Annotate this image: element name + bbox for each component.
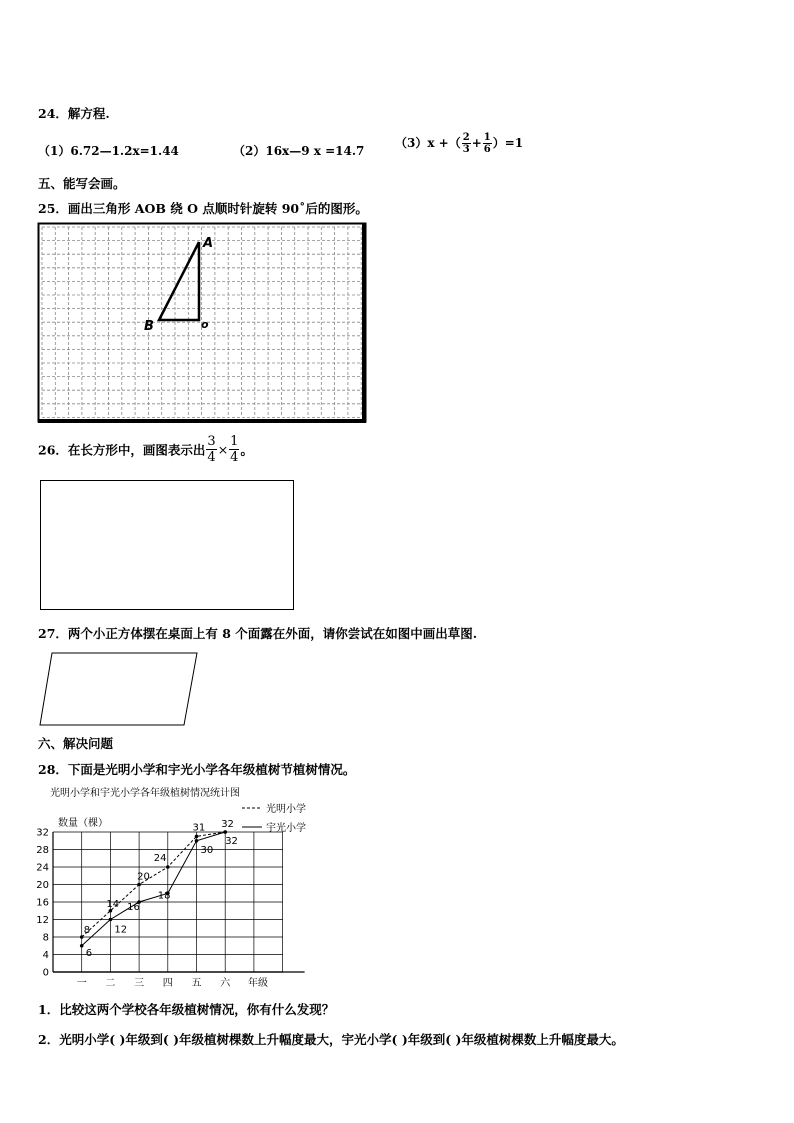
data-label: 12 — [114, 924, 128, 936]
grid-border-shadow-bottom — [38, 419, 366, 423]
data-label: 18 — [157, 890, 171, 902]
section-6-heading: 六、解决问题 — [38, 736, 114, 751]
fraction-denominator: 4 — [230, 450, 239, 465]
data-point — [195, 839, 199, 843]
x-tick-label: 三 — [134, 978, 145, 989]
label-a: A — [203, 236, 214, 251]
legend-label-yuguang: 宇光小学 — [266, 823, 306, 834]
grid-border-shadow-right — [362, 223, 366, 423]
y-tick-label: 28 — [36, 845, 49, 856]
fraction-three-fourths — [206, 434, 216, 465]
data-point — [166, 865, 170, 869]
q27-title: 27．两个小正方体摆在桌面上有 8 个面露在外面，请你尝试在如图中画出草图. — [38, 626, 478, 641]
data-point — [223, 830, 227, 834]
y-tick-label: 12 — [36, 915, 49, 926]
q25-title: 25．画出三角形 AOB 绕 O 点顺时针旋转 90˚后的图形。 — [38, 201, 368, 216]
equation-3 — [395, 132, 523, 155]
x-tick-label: 二 — [105, 978, 116, 989]
parallelogram-tabletop — [38, 650, 200, 728]
plus-sign: + — [471, 136, 482, 150]
fraction-numerator: 1 — [483, 132, 491, 143]
q28-sub1: 1．比较这两个学校各年级植树情况，你有什么发现？ — [38, 1002, 335, 1017]
data-point — [80, 944, 84, 948]
fraction-denominator: 6 — [483, 144, 491, 155]
times-sign: × — [217, 442, 229, 457]
parallelogram-shape — [40, 653, 197, 725]
q28-sub2: 2．光明小学( )年级到( )年级植树棵数上升幅度最大，宇光小学( )年级到( )年级植树棵数上升幅度最大。 — [38, 1032, 624, 1047]
y-axis-label: 数量（棵） — [58, 818, 108, 829]
y-tick-label: 4 — [42, 950, 49, 961]
rotation-grid-figure — [37, 222, 369, 425]
label-o: o — [201, 318, 209, 331]
x-axis-label: 年级 — [248, 978, 268, 989]
q28-title: 28．下面是光明小学和宇光小学各年级植树节植树情况。 — [38, 762, 356, 777]
y-tick-label: 24 — [36, 862, 49, 874]
data-point — [195, 835, 199, 839]
line-chart — [30, 782, 330, 990]
section-5-heading: 五、能写会画。 — [38, 176, 126, 191]
label-b: B — [144, 319, 154, 334]
q24-title: 24．解方程. — [38, 106, 110, 121]
data-label: 31 — [192, 822, 206, 834]
fraction-denominator: 4 — [207, 450, 216, 465]
fraction-one-fourth — [229, 434, 239, 465]
fraction-denominator: 3 — [462, 144, 470, 155]
y-tick-label: 16 — [36, 897, 49, 909]
data-point — [109, 918, 113, 922]
fraction-numerator: 3 — [207, 434, 216, 449]
data-label: 32 — [225, 836, 238, 847]
data-label: 6 — [85, 947, 93, 959]
x-tick-label: 五 — [191, 978, 202, 989]
x-tick-label: 四 — [162, 978, 173, 989]
data-label: 8 — [83, 925, 91, 936]
q26-prefix: 26．在长方形中，画图表示出 — [38, 442, 206, 458]
fraction-numerator: 1 — [230, 434, 239, 449]
x-tick-label: 一 — [76, 978, 87, 989]
data-label: 14 — [106, 898, 120, 910]
data-label: 20 — [137, 871, 150, 883]
y-tick-label: 20 — [36, 880, 49, 891]
chart-series — [80, 819, 238, 959]
y-tick-label: 0 — [42, 967, 49, 979]
data-label: 16 — [127, 902, 140, 913]
equation-1: （1）6.72—1.2x=1.44 — [38, 144, 179, 158]
data-label: 32 — [221, 819, 234, 830]
equation-3-suffix: ）=1 — [492, 136, 524, 150]
x-tick-label: 六 — [220, 978, 231, 989]
data-label: 30 — [200, 844, 214, 856]
fraction-one-sixth — [483, 132, 492, 155]
chart-title: 光明小学和宇光小学各年级植树情况统计图 — [50, 788, 240, 799]
q26-title — [38, 434, 253, 465]
y-tick-label: 8 — [42, 932, 49, 944]
fraction-two-thirds — [462, 132, 471, 155]
equation-3-prefix: （3）x +（ — [395, 136, 461, 150]
fraction-numerator: 2 — [462, 132, 470, 143]
q26-suffix: 。 — [240, 442, 253, 458]
answer-rectangle — [40, 480, 294, 610]
equation-2: （2）16x—9 x =14.7 — [233, 144, 365, 158]
data-point — [137, 883, 141, 887]
y-tick-label: 32 — [36, 827, 49, 839]
data-label: 24 — [153, 853, 167, 864]
legend-label-guangming: 光明小学 — [266, 804, 306, 815]
